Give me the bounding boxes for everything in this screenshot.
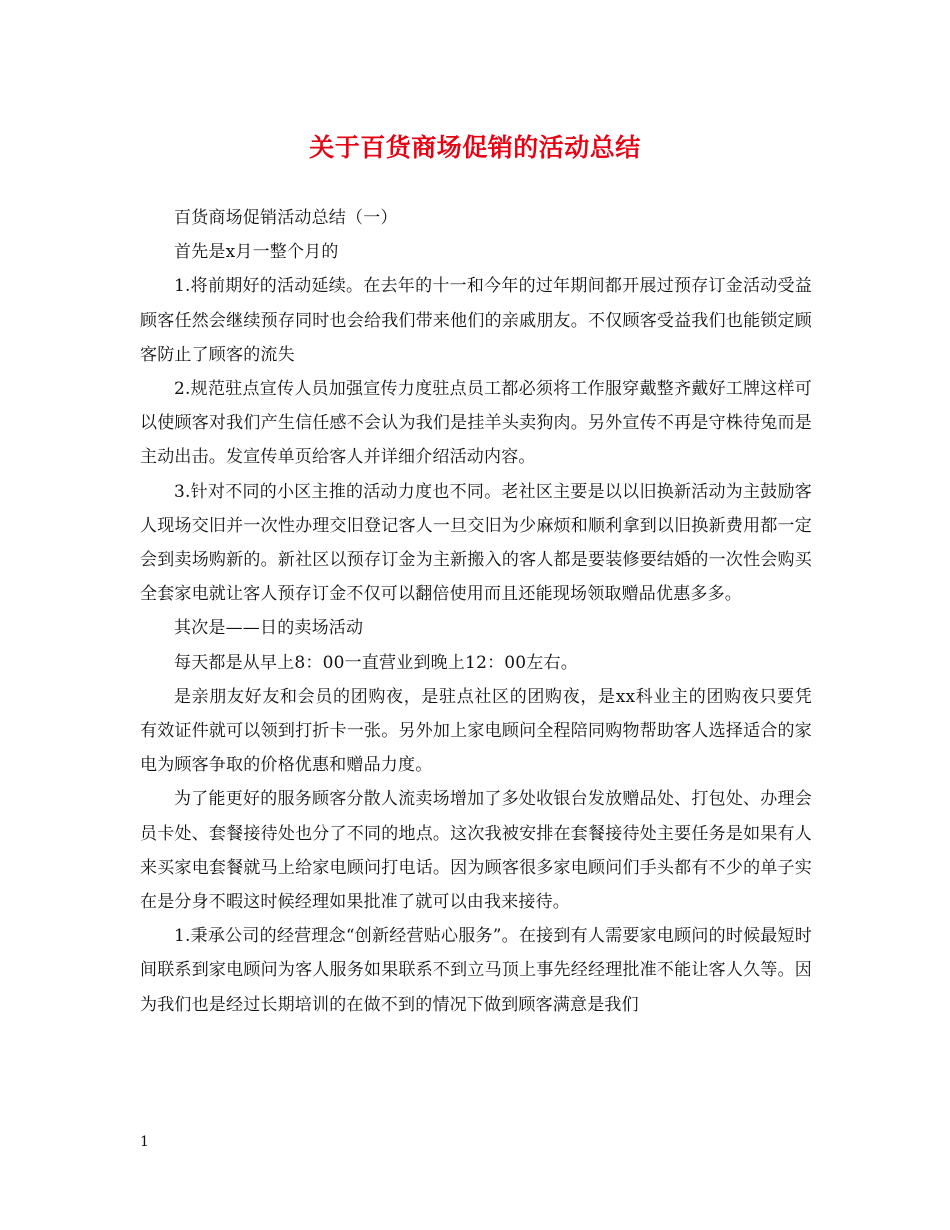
document-body: [140, 201, 812, 1022]
paragraph: 1.将前期好的活动延续。在去年的十一和今年的过年期间都开展过预存订金活动受益顾客任然会继续预存同时也会给我们带来他们的亲戚朋友。不仅顾客受益我们也能锁定顾客防止了顾客的流失: [140, 276, 812, 365]
page-number: 1: [140, 1134, 149, 1150]
paragraph: 2.规范驻点宣传人员加强宣传力度驻点员工都必须将工作服穿戴整齐戴好工牌这样可以使顾客对我们产生信任感不会认为我们是挂羊头卖狗肉。另外宣传不再是守株待兔而是主动出击。发宣传单页给客人并详细介绍活动内容。: [140, 379, 812, 468]
paragraph: 每天都是从早上8：00一直营业到晚上12：00左右。: [174, 652, 578, 673]
paragraph: 为了能更好的服务顾客分散人流卖场增加了多处收银台发放赠品处、打包处、办理会员卡处、套餐接待处也分了不同的地点。这次我被安排在套餐接待处主要任务是如果有人来买家电套餐就马上给家电顾问打电话。因为顾客很多家电顾问们手头都有不少的单子实在是分身不暇这时候经理如果批准了就可以由我来接待。: [140, 789, 812, 913]
paragraph: 是亲朋友好友和会员的团购夜，是驻点社区的团购夜，是xx科业主的团购夜只要凭有效证件就可以领到打折卡一张。另外加上家电顾问全程陪同购物帮助客人选择适合的家电为顾客争取的价格优惠和赠品力度。: [140, 686, 812, 776]
document-title: 关于百货商场促销的活动总结: [309, 133, 641, 162]
paragraph: 首先是x月一整个月的: [174, 242, 339, 263]
paragraph: 其次是——日的卖场活动: [174, 618, 364, 639]
paragraph: 3.针对不同的小区主推的活动力度也不同。老社区主要是以以旧换新活动为主鼓励客人现场交旧并一次性办理交旧登记客人一旦交旧为少麻烦和顺利拿到以旧换新费用都一定会到卖场购新的。新社区以预存订金为主新搬入的客人都是要装修要结婚的一次性会购买全套家电就让客人预存订金不仅可以翻倍使用而且还能现场领取赠品优惠多多。: [140, 481, 812, 605]
paragraph: 1.秉承公司的经营理念“创新经营贴心服务”。在接到有人需要家电顾问的时候最短时间联系到家电顾问为客人服务如果联系不到立马顶上事先经经理批准不能让客人久等。因为我们也是经过长期培训的在做不到的情况下做到顾客满意是我们: [140, 926, 812, 1015]
paragraph: 百货商场促销活动总结（一）: [174, 208, 398, 228]
